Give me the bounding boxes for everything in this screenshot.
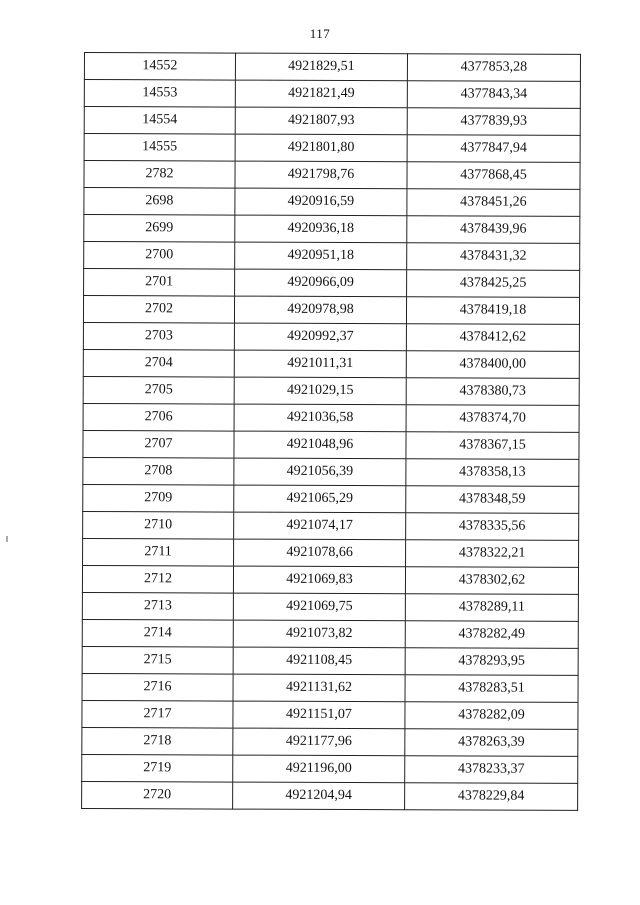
x-coordinate-cell: 4921798,76 (235, 161, 407, 189)
coordinates-table (81, 52, 581, 811)
table-row (84, 242, 580, 271)
y-coordinate-cell: 4378451,26 (407, 189, 580, 217)
x-coordinate-cell: 4921821,49 (235, 80, 407, 108)
table-row (84, 161, 580, 190)
point-number-cell: 2719 (82, 754, 233, 782)
y-coordinate-cell: 4378412,62 (406, 324, 579, 352)
x-coordinate-cell: 4920992,37 (234, 323, 406, 351)
y-coordinate-cell: 4378374,70 (406, 405, 579, 433)
point-number-cell: 14552 (84, 53, 235, 81)
point-number-cell: 2705 (83, 376, 234, 404)
x-coordinate-cell: 4920951,18 (235, 242, 407, 270)
x-coordinate-cell: 4921078,66 (234, 539, 406, 567)
x-coordinate-cell: 4921074,17 (234, 512, 406, 540)
y-coordinate-cell: 4378233,37 (405, 756, 578, 784)
y-coordinate-cell: 4378289,11 (405, 594, 578, 622)
table-row (84, 53, 580, 82)
table-row (82, 646, 578, 675)
y-coordinate-cell: 4378419,18 (406, 297, 579, 325)
x-coordinate-cell: 4921177,96 (233, 728, 405, 756)
y-coordinate-cell: 4377847,94 (407, 135, 580, 163)
x-coordinate-cell: 4921011,31 (234, 350, 406, 378)
point-number-cell: 2782 (84, 161, 235, 189)
x-coordinate-cell: 4921151,07 (233, 701, 405, 729)
table-row (83, 349, 579, 378)
y-coordinate-cell: 4378322,21 (406, 540, 579, 568)
point-number-cell: 14555 (84, 134, 235, 162)
y-coordinate-cell: 4378302,62 (405, 567, 578, 595)
x-coordinate-cell: 4920936,18 (235, 215, 407, 243)
table-row (83, 511, 579, 540)
table-row (82, 565, 578, 594)
point-number-cell: 2713 (82, 592, 233, 620)
x-coordinate-cell: 4921108,45 (233, 647, 405, 675)
point-number-cell: 2709 (83, 484, 234, 512)
y-coordinate-cell: 4377843,34 (407, 81, 580, 109)
x-coordinate-cell: 4921807,93 (235, 107, 407, 135)
point-number-cell: 2703 (83, 322, 234, 350)
point-number-cell: 2716 (82, 673, 233, 701)
table-row (83, 322, 579, 351)
x-coordinate-cell: 4921069,83 (233, 566, 405, 594)
y-coordinate-cell: 4377853,28 (407, 54, 580, 82)
y-coordinate-cell: 4378282,09 (405, 702, 578, 730)
point-number-cell: 2700 (84, 242, 235, 270)
x-coordinate-cell: 4921029,15 (234, 377, 406, 405)
x-coordinate-cell: 4921204,94 (233, 782, 405, 810)
y-coordinate-cell: 4378425,25 (407, 270, 580, 298)
table-row (82, 619, 578, 648)
x-coordinate-cell: 4920978,98 (234, 296, 406, 324)
y-coordinate-cell: 4378229,84 (405, 783, 578, 811)
x-coordinate-cell: 4920966,09 (235, 269, 407, 297)
y-coordinate-cell: 4378380,73 (406, 378, 579, 406)
page-number: 117 (309, 26, 331, 41)
point-number-cell: 2717 (82, 700, 233, 728)
x-coordinate-cell: 4921069,75 (233, 593, 405, 621)
point-number-cell: 14554 (84, 107, 235, 135)
table-row (82, 673, 578, 702)
table-row (83, 403, 579, 432)
table-row (84, 188, 580, 217)
point-number-cell: 2711 (83, 538, 234, 566)
x-coordinate-cell: 4921056,39 (234, 458, 406, 486)
table-row (83, 457, 579, 486)
x-coordinate-cell: 4921829,51 (235, 53, 407, 81)
table-row (83, 484, 579, 513)
x-coordinate-cell: 4921131,62 (233, 674, 405, 702)
x-coordinate-cell: 4921073,82 (233, 620, 405, 648)
point-number-cell: 14553 (84, 80, 235, 108)
table-row (83, 430, 579, 459)
point-number-cell: 2706 (83, 403, 234, 431)
point-number-cell: 2699 (84, 215, 235, 243)
x-coordinate-cell: 4921048,96 (234, 431, 406, 459)
table-row (84, 107, 580, 136)
point-number-cell: 2720 (82, 781, 233, 809)
y-coordinate-cell: 4378335,56 (406, 513, 579, 541)
point-number-cell: 2710 (83, 511, 234, 539)
y-coordinate-cell: 4378348,59 (406, 486, 579, 514)
y-coordinate-cell: 4378358,13 (406, 459, 579, 487)
y-coordinate-cell: 4378283,51 (405, 675, 578, 703)
table-row (84, 134, 580, 163)
y-coordinate-cell: 4377868,45 (407, 162, 580, 190)
y-coordinate-cell: 4377839,93 (407, 108, 580, 136)
y-coordinate-cell: 4378293,95 (405, 648, 578, 676)
table-row (82, 700, 578, 729)
point-number-cell: 2702 (83, 296, 234, 324)
table-row (83, 376, 579, 405)
point-number-cell: 2704 (83, 349, 234, 377)
y-coordinate-cell: 4378367,15 (406, 432, 579, 460)
x-coordinate-cell: 4921801,80 (235, 134, 407, 162)
y-coordinate-cell: 4378431,32 (407, 243, 580, 271)
x-coordinate-cell: 4921196,00 (233, 755, 405, 783)
point-number-cell: 2712 (82, 565, 233, 593)
table-row (83, 296, 579, 325)
table-row (83, 538, 579, 567)
y-coordinate-cell: 4378282,49 (405, 621, 578, 649)
x-coordinate-cell: 4921065,29 (234, 485, 406, 513)
point-number-cell: 2714 (82, 619, 233, 647)
x-coordinate-cell: 4921036,58 (234, 404, 406, 432)
table-row (82, 727, 578, 756)
table-row (82, 754, 578, 783)
table-row (84, 269, 580, 298)
table-row (84, 80, 580, 109)
y-coordinate-cell: 4378263,39 (405, 729, 578, 757)
point-number-cell: 2707 (83, 430, 234, 458)
point-number-cell: 2718 (82, 727, 233, 755)
point-number-cell: 2701 (84, 269, 235, 297)
y-coordinate-cell: 4378400,00 (406, 351, 579, 379)
y-coordinate-cell: 4378439,96 (407, 216, 580, 244)
margin-mark (6, 536, 8, 542)
table-row (84, 215, 580, 244)
x-coordinate-cell: 4920916,59 (235, 188, 407, 216)
point-number-cell: 2715 (82, 646, 233, 674)
point-number-cell: 2698 (84, 188, 235, 216)
point-number-cell: 2708 (83, 457, 234, 485)
coordinates-table-body (82, 53, 581, 811)
table-row (82, 781, 578, 810)
table-row (82, 592, 578, 621)
